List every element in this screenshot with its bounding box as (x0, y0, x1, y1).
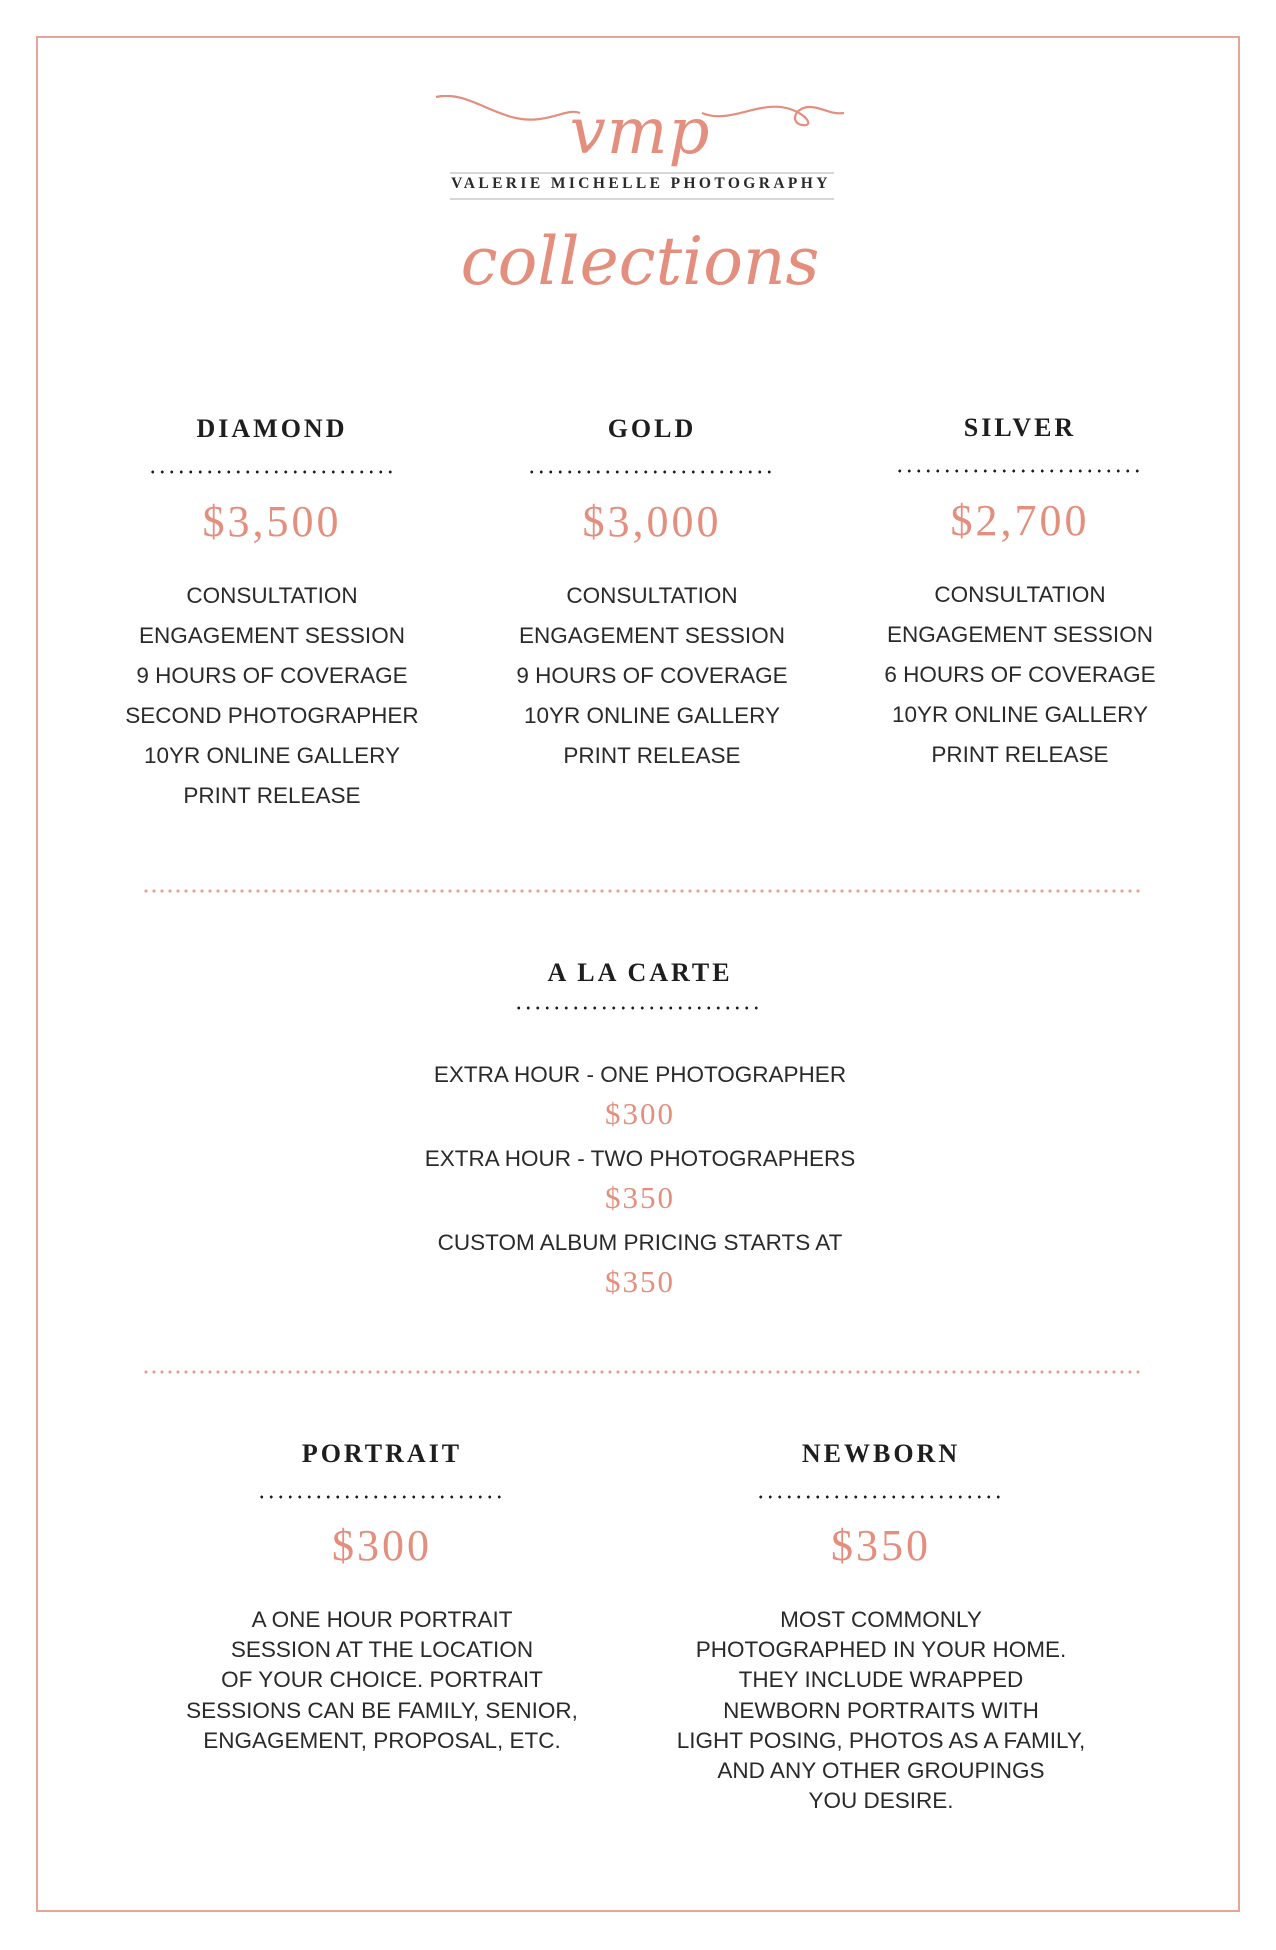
brand-name: VALERIE MICHELLE PHOTOGRAPHY (451, 175, 831, 192)
a-la-carte-item-label: CUSTOM ALBUM PRICING STARTS AT (437, 1230, 843, 1255)
tier-features-diamond (97, 576, 447, 816)
feature-item: 10YR ONLINE GALLERY (144, 743, 400, 768)
feature-item: ENGAGEMENT SESSION (139, 623, 405, 648)
description-line: LIGHT POSING, PHOTOS AS A FAMILY, (676, 1727, 1086, 1753)
tier-title-gold: GOLD (607, 414, 697, 443)
a-la-carte-item-price: $350 (605, 1180, 675, 1215)
section-divider (142, 889, 1140, 893)
description-line: AND ANY OTHER GROUPINGS (717, 1758, 1045, 1784)
description-line: ENGAGEMENT, PROPOSAL, ETC. (203, 1727, 561, 1753)
feature-item: SECOND PHOTOGRAPHER (125, 703, 419, 728)
feature-item: PRINT RELEASE (563, 743, 741, 768)
feature-item: 10YR ONLINE GALLERY (524, 703, 780, 728)
session-divider (257, 1495, 507, 1499)
tier-features-silver (845, 575, 1195, 775)
logo-monogram: vmp (569, 95, 711, 169)
session-title-portrait: PORTRAIT (301, 1439, 463, 1468)
tier-title-diamond: DIAMOND (196, 414, 348, 443)
feature-item: 9 HOURS OF COVERAGE (516, 663, 788, 688)
session-price-newborn: $350 (831, 1521, 931, 1570)
description-line: OF YOUR CHOICE. PORTRAIT (221, 1667, 543, 1693)
description-line: YOU DESIRE. (808, 1788, 954, 1814)
description-line: PHOTOGRAPHED IN YOUR HOME. (695, 1637, 1067, 1663)
feature-item: CONSULTATION (186, 583, 358, 608)
tier-divider (527, 470, 777, 474)
a-la-carte-item-price: $350 (605, 1264, 675, 1299)
tier-title-silver: SILVER (963, 413, 1077, 442)
tier-price-gold: $3,000 (582, 497, 722, 546)
feature-item: ENGAGEMENT SESSION (887, 622, 1153, 647)
feature-item: CONSULTATION (934, 582, 1106, 607)
section-divider (142, 1370, 1140, 1374)
section-title-divider (514, 1006, 764, 1010)
feature-item: PRINT RELEASE (183, 783, 361, 808)
feature-item: ENGAGEMENT SESSION (519, 623, 785, 648)
feature-item: PRINT RELEASE (931, 742, 1109, 767)
tier-price-diamond: $3,500 (202, 497, 342, 546)
session-title-newborn: NEWBORN (801, 1439, 961, 1468)
collections-title: collections (460, 223, 820, 300)
session-price-portrait: $300 (332, 1521, 432, 1570)
session-description-portrait (157, 1605, 607, 1756)
a-la-carte-title: A LA CARTE (547, 958, 733, 987)
tier-features-gold (477, 576, 827, 776)
logo (430, 95, 850, 325)
feature-item: CONSULTATION (566, 583, 738, 608)
feature-item: 6 HOURS OF COVERAGE (884, 662, 1156, 687)
description-line: A ONE HOUR PORTRAIT (251, 1607, 513, 1632)
tier-divider (148, 470, 398, 474)
a-la-carte-item-label: EXTRA HOUR - ONE PHOTOGRAPHER (433, 1062, 847, 1087)
description-line: SESSION AT THE LOCATION (230, 1637, 534, 1663)
description-line: THEY INCLUDE WRAPPED (738, 1667, 1024, 1693)
feature-item: 10YR ONLINE GALLERY (892, 702, 1148, 727)
a-la-carte-item-price: $300 (605, 1096, 675, 1131)
description-line: NEWBORN PORTRAITS WITH (723, 1697, 1039, 1723)
feature-item: 9 HOURS OF COVERAGE (136, 663, 408, 688)
session-description-newborn (656, 1605, 1106, 1816)
description-line: SESSIONS CAN BE FAMILY, SENIOR, (186, 1697, 578, 1723)
tier-price-silver: $2,700 (950, 496, 1090, 545)
a-la-carte-item-label: EXTRA HOUR - TWO PHOTOGRAPHERS (424, 1146, 856, 1171)
tier-divider (895, 469, 1145, 473)
description-line: MOST COMMONLY (780, 1607, 982, 1632)
session-divider (756, 1495, 1006, 1499)
